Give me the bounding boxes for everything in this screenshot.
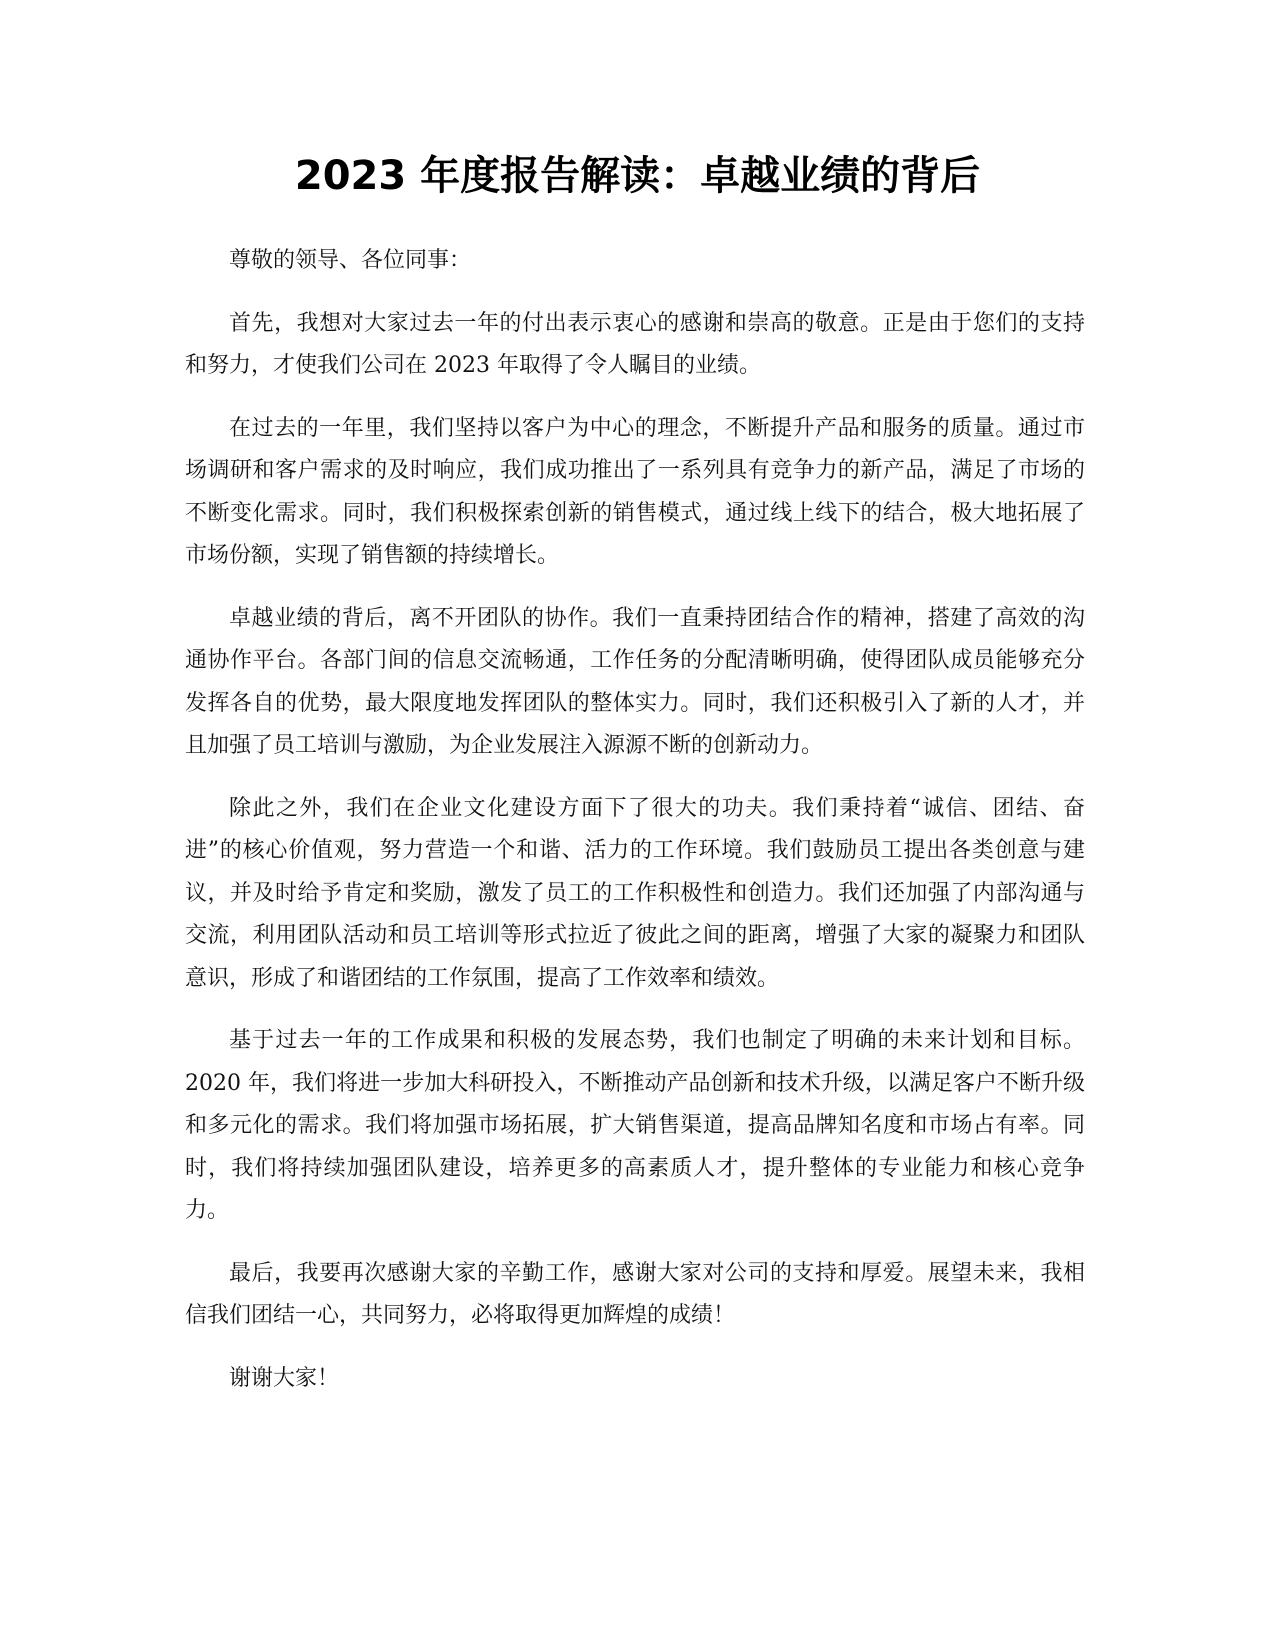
paragraph-closing: 最后，我要再次感谢大家的辛勤工作，感谢大家对公司的支持和厚爱。展望未来，我相信我们团结一心，共同努力，必将取得更加辉煌的成绩！ (185, 1260, 1085, 1328)
document-body (185, 240, 1085, 1420)
paragraph-thank-you: 谢谢大家！ (229, 1365, 340, 1391)
paragraph-culture: 除此之外，我们在企业文化建设方面下了很大的功夫。我们秉持着“诚信、团结、奋进”的核心价值观，努力营造一个和谐、活力的工作环境。我们鼓励员工提出各类创意与建议，并及时给予肯定和奖励，激发了员工的工作积极性和创造力。我们还加强了内部沟通与交流，利用团队活动和员工培训等形式拉近了彼此之间的距离，增强了大家的凝聚力和团队意识，形成了和谐团结的工作氛围，提高了工作效率和绩效。 (185, 795, 1085, 991)
paragraph-thanks: 首先，我想对大家过去一年的付出表示衷心的感谢和崇高的敬意。正是由于您们的支持和努力，才使我们公司在 2023 年取得了令人瞩目的业绩。 (185, 310, 1085, 378)
paragraph-future-plan: 基于过去一年的工作成果和积极的发展态势，我们也制定了明确的未来计划和目标。2020 年，我们将进一步加大科研投入，不断推动产品创新和技术升级，以满足客户不断升级和多元化的需求。我们将加强市场拓展，扩大销售渠道，提高品牌知名度和市场占有率。同时，我们将持续加强团队建设，培养更多的高素质人才，提升整体的专业能力和核心竞争力。 (185, 1028, 1085, 1223)
document-title: 2023 年度报告解读：卓越业绩的背后 (294, 153, 981, 199)
paragraph-teamwork: 卓越业绩的背后，离不开团队的协作。我们一直秉持团结合作的精神，搭建了高效的沟通协作平台。各部门间的信息交流畅通，工作任务的分配清晰明确，使得团队成员能够充分发挥各自的优势，最大限度地发挥团队的整体实力。同时，我们还积极引入了新的人才，并且加强了员工培训与激励，为企业发展注入源源不断的创新动力。 (185, 605, 1085, 758)
paragraph-greeting: 尊敬的领导、各位同事： (229, 248, 472, 273)
paragraph-customer-focus: 在过去的一年里，我们坚持以客户为中心的理念，不断提升产品和服务的质量。通过市场调研和客户需求的及时响应，我们成功推出了一系列具有竞争力的新产品，满足了市场的不断变化需求。同时，我们积极探索创新的销售模式，通过线上线下的结合，极大地拓展了市场份额，实现了销售额的持续增长。 (185, 415, 1085, 568)
